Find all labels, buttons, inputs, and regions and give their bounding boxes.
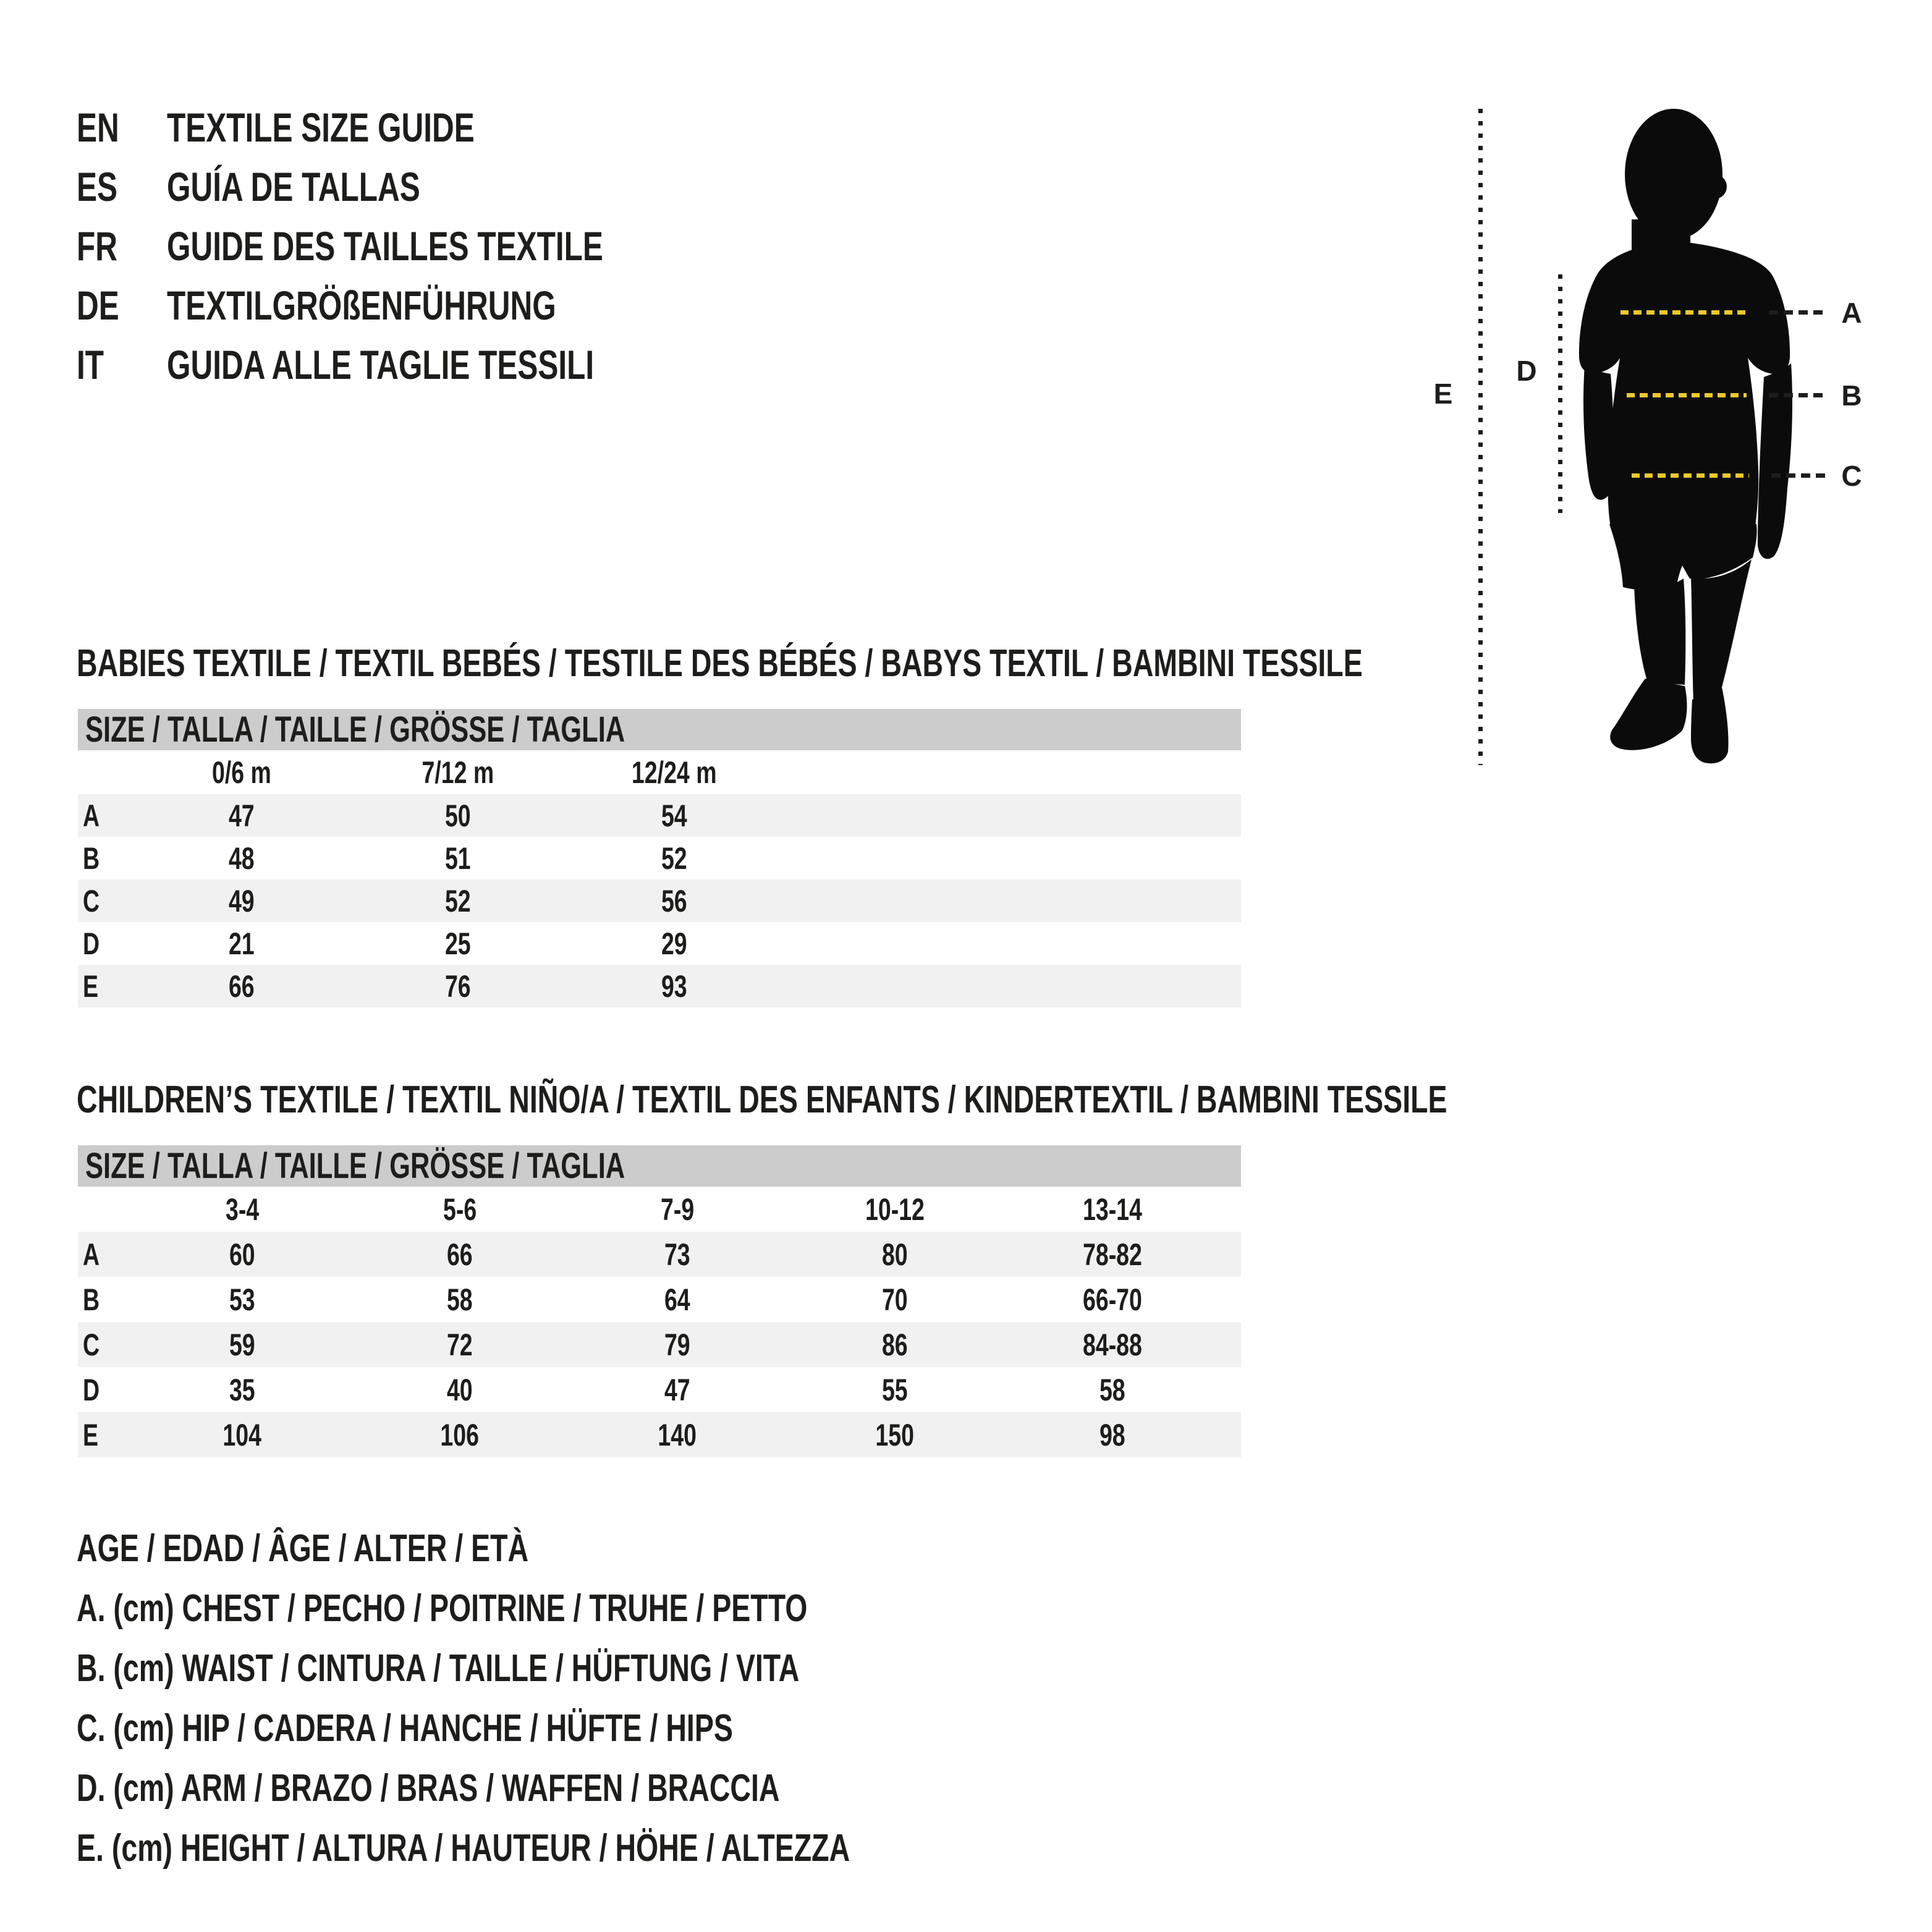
cell: 53 — [229, 1282, 255, 1317]
cell: 48 — [229, 841, 255, 876]
cell: 47 — [229, 798, 255, 833]
cell: 40 — [447, 1372, 473, 1407]
cell: 25 — [445, 926, 471, 961]
table-row-c — [78, 879, 1241, 922]
cell: 52 — [661, 841, 687, 876]
language-code: FR — [77, 223, 117, 269]
table-row-e — [78, 965, 1241, 1007]
hip-measure-line-c-leader — [1771, 473, 1828, 478]
column-header: 12/24 m — [632, 755, 717, 790]
cell: 51 — [445, 841, 471, 876]
cell: 73 — [664, 1237, 690, 1272]
babies-column-header-row — [78, 750, 1241, 794]
table-row-c — [78, 1322, 1241, 1367]
table-row-a — [78, 1232, 1241, 1277]
cell: 58 — [447, 1282, 473, 1317]
language-row-fr — [77, 216, 748, 276]
row-label: E — [83, 968, 99, 1004]
children-size-table — [78, 1232, 1241, 1457]
table-row-d — [78, 1367, 1241, 1412]
language-title: GUIDE DES TAILLES TEXTILE — [167, 223, 603, 269]
row-label: A — [83, 798, 100, 833]
row-label: A — [83, 1237, 100, 1272]
column-header: 7-9 — [660, 1192, 695, 1227]
measure-label-e: E — [1433, 378, 1453, 410]
cell: 59 — [229, 1327, 255, 1362]
waist-measure-line-b-leader — [1769, 393, 1828, 397]
table-row-b — [78, 837, 1241, 879]
column-header: 7/12 m — [422, 755, 494, 790]
language-title-list — [77, 98, 748, 394]
cell: 104 — [222, 1417, 262, 1452]
column-header: 3-4 — [225, 1192, 260, 1227]
measure-label-b: B — [1841, 379, 1862, 412]
waist-measure-line-b-body — [1627, 393, 1747, 397]
chest-measure-line-a-leader — [1769, 310, 1828, 315]
measurement-legend — [77, 1519, 1108, 1878]
cell: 66 — [447, 1237, 473, 1272]
cell: 70 — [882, 1282, 908, 1317]
hip-measure-line-c-body — [1632, 473, 1749, 478]
cell: 150 — [875, 1417, 915, 1452]
children-size-header-bar: SIZE / TALLA / TAILLE / GRÖSSE / TAGLIA — [78, 1145, 1241, 1187]
language-code: DE — [77, 282, 119, 328]
cell: 106 — [440, 1417, 480, 1452]
children-column-header-row — [78, 1187, 1241, 1232]
cell: 86 — [882, 1327, 908, 1362]
legend-age: AGE / EDAD / ÂGE / ALTER / ETÀ — [77, 1527, 529, 1570]
arm-measure-line-d — [1558, 274, 1562, 513]
legend-height: E. (cm) HEIGHT / ALTURA / HAUTEUR / HÖHE / ALTEZZA — [77, 1827, 850, 1870]
cell: 52 — [445, 883, 471, 918]
language-title: GUIDA ALLE TAGLIE TESSILI — [167, 342, 595, 388]
row-label: B — [83, 1282, 100, 1317]
language-code: EN — [77, 104, 119, 150]
babies-size-header-bar: SIZE / TALLA / TAILLE / GRÖSSE / TAGLIA — [78, 709, 1241, 750]
column-header: 0/6 m — [212, 755, 271, 790]
cell: 21 — [229, 926, 255, 961]
cell: 54 — [661, 798, 687, 833]
children-section-title: CHILDREN’S TEXTILE / TEXTIL NIÑO/A / TEXTIL DES ENFANTS / KINDERTEXTIL / BAMBINI TESSILE — [77, 1078, 1447, 1121]
column-header: 13-14 — [1083, 1192, 1142, 1227]
row-label: C — [83, 1327, 100, 1362]
measure-label-d: D — [1516, 355, 1537, 387]
cell: 47 — [664, 1372, 690, 1407]
measure-label-a: A — [1841, 297, 1862, 329]
language-title: GUÍA DE TALLAS — [167, 164, 420, 210]
cell: 56 — [661, 883, 687, 918]
row-label: E — [83, 1417, 99, 1452]
column-header: 10-12 — [865, 1192, 925, 1227]
column-header: 5-6 — [443, 1192, 477, 1227]
babies-section-title: BABIES TEXTILE / TEXTIL BEBÉS / TESTILE DES BÉBÉS / BABYS TEXTIL / BAMBINI TESSILE — [77, 642, 1363, 685]
table-row-b — [78, 1277, 1241, 1322]
cell: 66 — [229, 968, 255, 1004]
cell: 78-82 — [1083, 1237, 1142, 1272]
legend-hip: C. (cm) HIP / CADERA / HANCHE / HÜFTE / HIPS — [77, 1707, 733, 1750]
cell: 49 — [229, 883, 255, 918]
cell: 29 — [661, 926, 687, 961]
cell: 79 — [664, 1327, 690, 1362]
legend-chest: A. (cm) CHEST / PECHO / POITRINE / TRUHE / PETTO — [77, 1587, 808, 1630]
table-row-d — [78, 922, 1241, 965]
table-row-e — [78, 1412, 1241, 1457]
row-label: D — [83, 926, 100, 961]
cell: 76 — [445, 968, 471, 1004]
cell: 60 — [229, 1237, 255, 1272]
row-label: C — [83, 883, 100, 918]
language-title: TEXTILGRÖßENFÜHRUNG — [167, 282, 556, 328]
language-code: ES — [77, 164, 118, 210]
language-row-it — [77, 335, 748, 394]
language-code: IT — [77, 342, 104, 388]
language-row-es — [77, 157, 748, 216]
cell: 140 — [658, 1417, 697, 1452]
babies-size-table — [78, 794, 1241, 1007]
cell: 35 — [229, 1372, 255, 1407]
cell: 55 — [882, 1372, 908, 1407]
cell: 80 — [882, 1237, 908, 1272]
measure-label-c: C — [1841, 460, 1862, 492]
cell: 93 — [661, 968, 687, 1004]
language-row-en — [77, 98, 748, 157]
cell: 66-70 — [1083, 1282, 1142, 1317]
cell: 58 — [1099, 1372, 1125, 1407]
legend-arm: D. (cm) ARM / BRAZO / BRAS / WAFFEN / BRACCIA — [77, 1767, 780, 1810]
language-title: TEXTILE SIZE GUIDE — [167, 104, 475, 150]
table-row-a — [78, 794, 1241, 837]
cell: 98 — [1099, 1417, 1125, 1452]
row-label: B — [83, 841, 100, 876]
language-row-de — [77, 276, 748, 335]
row-label: D — [83, 1372, 100, 1407]
cell: 84-88 — [1083, 1327, 1142, 1362]
cell: 64 — [664, 1282, 690, 1317]
cell: 50 — [445, 798, 471, 833]
chest-measure-line-a-body — [1621, 310, 1748, 315]
legend-waist: B. (cm) WAIST / CINTURA / TAILLE / HÜFTUNG / VITA — [77, 1647, 800, 1690]
cell: 72 — [447, 1327, 473, 1362]
